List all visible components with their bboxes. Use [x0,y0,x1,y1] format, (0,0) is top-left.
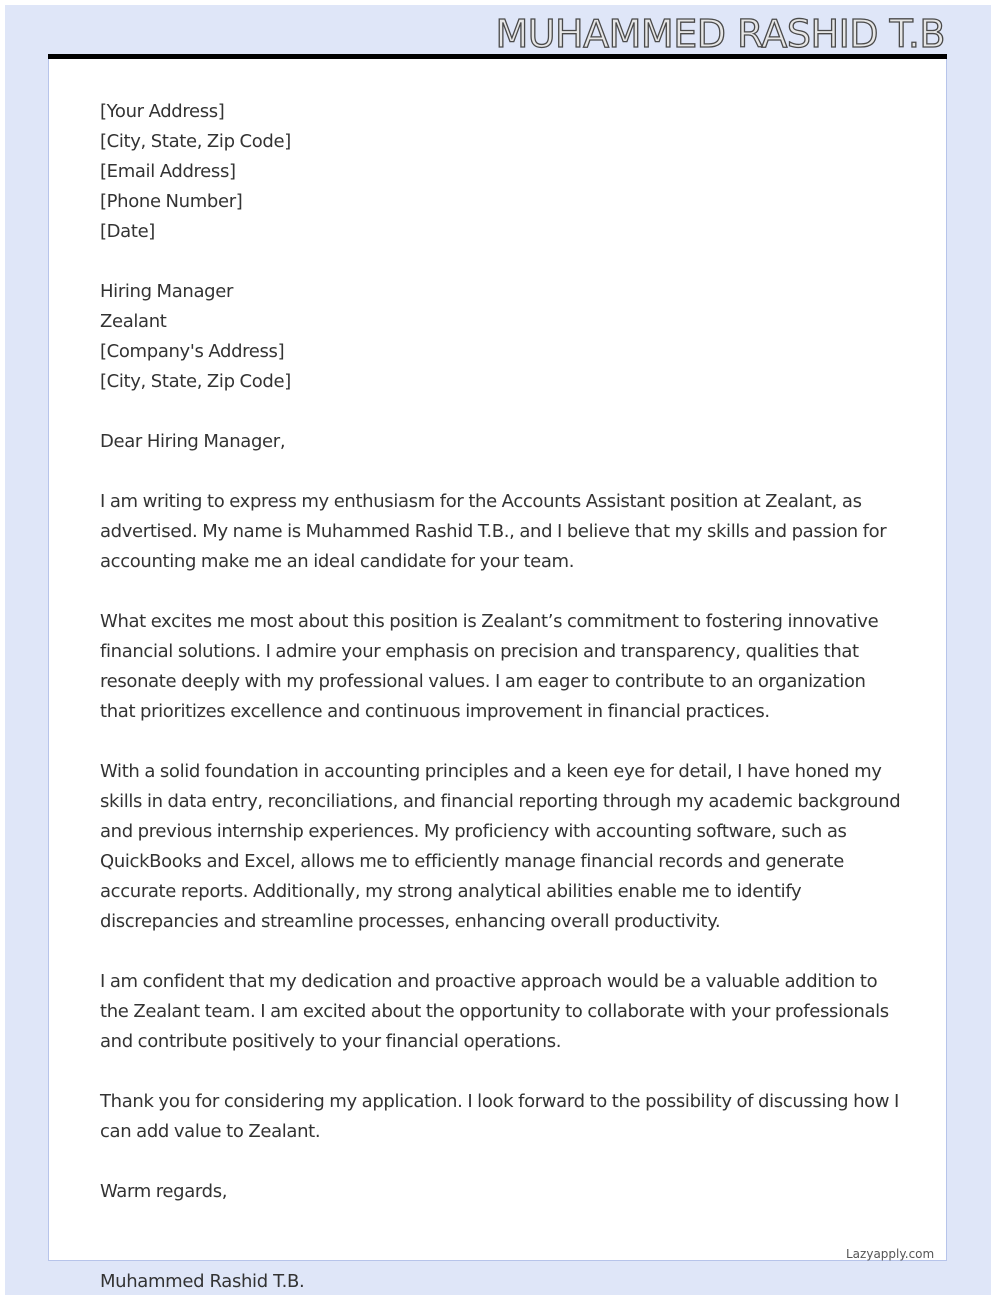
sender-address: [Your Address] [100,101,225,122]
cover-letter-body [100,97,905,1237]
applicant-name-header: MUHAMMED RASHID T.B [495,12,945,56]
recipient-city-state-zip: [City, State, Zip Code] [100,371,291,392]
body-paragraph-confidence: I am confident that my dedication and proactive approach would be a valuable addition to the Zealant team. I am excited about the opportunity to collaborate with your professionals and contribute positively to your financial operations. [100,971,889,1052]
recipient-company: Zealant [100,311,167,332]
recipient-address: [Company's Address] [100,341,285,362]
watermark: Lazyapply.com [846,1247,935,1261]
closing: Warm regards, [100,1181,228,1202]
sender-city-state-zip: [City, State, Zip Code] [100,131,291,152]
signature: Muhammed Rashid T.B. [100,1271,305,1292]
body-paragraph-skills: With a solid foundation in accounting principles and a keen eye for detail, I have honed my skills in data entry, reconciliations, and financial reporting through my academic background and previous internship experiences. My proficiency with accounting software, such as QuickBooks and Excel, allows me to efficiently manage financial records and generate accurate reports. Additionally, my strong analytical abilities enable me to identify discrepancies and streamline processes, enhancing overall productivity. [100,761,901,932]
body-paragraph-motivation: What excites me most about this position is Zealant’s commitment to fostering innovative financial solutions. I admire your emphasis on precision and transparency, qualities that resonate deeply with my professional values. I am eager to contribute to an organization that prioritizes excellence and continuous improvement in financial practices. [100,611,879,722]
salutation: Dear Hiring Manager, [100,431,286,452]
recipient-block [100,277,905,397]
letter-date: [Date] [100,221,155,242]
sender-phone: [Phone Number] [100,191,243,212]
body-paragraph-intro: I am writing to express my enthusiasm for the Accounts Assistant position at Zealant, as advertised. My name is Muhammed Rashid T.B., and I believe that my skills and passion for accounting make me an ideal candidate for your team. [100,491,887,572]
sender-block [100,97,905,247]
body-paragraph-thanks: Thank you for considering my application. I look forward to the possibility of discussing how I can add value to Zealant. [100,1091,900,1142]
recipient-title: Hiring Manager [100,281,233,302]
sender-email: [Email Address] [100,161,236,182]
